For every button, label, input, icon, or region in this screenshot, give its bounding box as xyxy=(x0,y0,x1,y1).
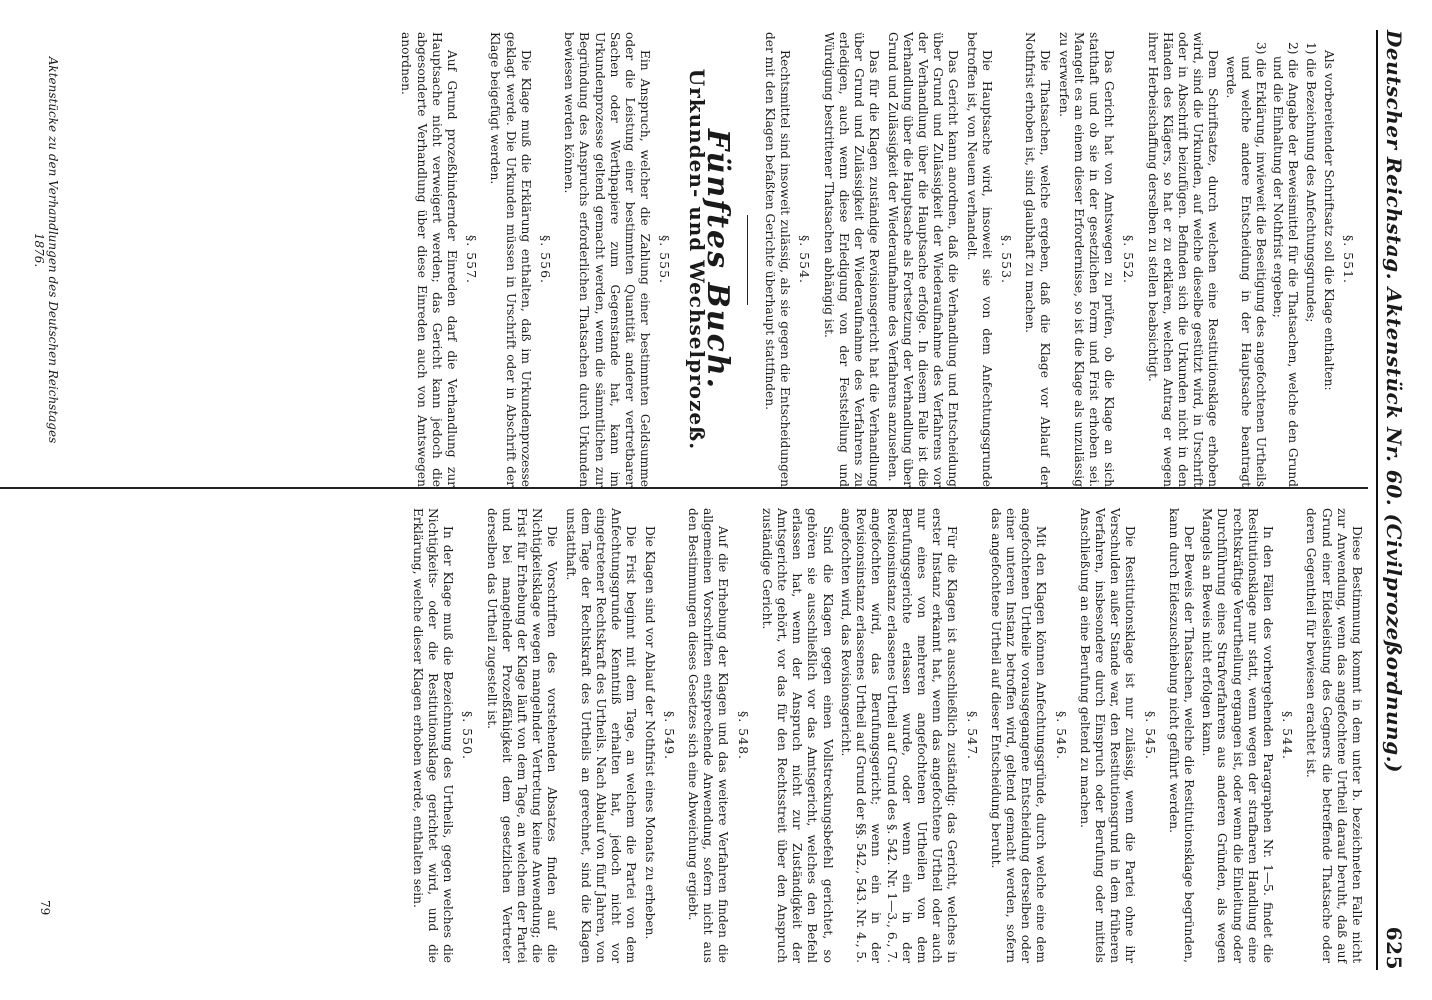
section-heading: §. 555. xyxy=(657,234,673,285)
section-rule xyxy=(747,215,748,305)
section-heading: §. 551. xyxy=(1341,234,1356,285)
book-subtitle: Urkunden- und Wechselprozeß. xyxy=(684,68,709,451)
section-heading: §. 550. xyxy=(460,710,476,761)
column-right xyxy=(407,508,1364,963)
paragraph: Mit den Klagen können Anfechtungsgründe, durch welche eine dem angefochtenen Urtheile vorausgegangene Entscheidung derselben oder einer unteren Instanz betroffen wird, geltend gemacht werden, sofern das angefochtene Urtheil auf dieser Entscheidung beruht. xyxy=(988,508,1049,963)
paragraph: Die Klage muß die Erklärung enthalten, daß im Urkundenprozesse geklagt werde. Die Urkunden müssen in Urschrift oder in Abschrift der Klage beigefügt werden. xyxy=(488,32,533,487)
paragraph: Diese Bestimmung kommt in dem unter b. bezeichneten Falle nicht zur Anwendung, wenn das angefochtene Urtheil darauf beruht, daß auf Grund einer Eidesleistung des Gegners die betreffende Thatsache oder deren Gegentheil für bewiesen erachtet ist. xyxy=(1304,508,1364,963)
paragraph: Die Klagen sind vor Ablauf der Nothfrist eines Monats zu erheben. xyxy=(642,526,657,940)
list-item: 3) die Erklärung, inwieweit die Beseitigung des angefochtenen Urtheils und welche andere Entscheidung in der Hauptsache beantragt werde. xyxy=(1223,42,1268,487)
paragraph: In der Klage muß die Bezeichnung des Urtheils, gegen welches die Nichtigkeits- oder die Restitutionsklage gerichtet wird, und die Erklärung, welche dieser Klagen erhoben werde, enthalten sein. xyxy=(410,508,456,963)
book-title: Fünftes Buch. xyxy=(699,128,735,391)
list-item: 1) die Bezeichnung des Anfechtungsgrundes; xyxy=(1303,42,1318,323)
list-item: 2) die Angabe der Beweismittel für die Thatsachen, welche den Grund und die Einhaltung der Nothfrist ergeben; xyxy=(1271,42,1301,487)
paragraph: Rechtsmittel sind insoweit zulässig, als sie gegen die Entscheidungen der mit den Klagen befaßten Gerichte überhaupt stattfinden. xyxy=(763,32,793,487)
paragraph: Sind die Klagen gegen einen Vollstreckungsbefehl gerichtet, so gehören sie ausschließlich vor das Amtsgericht, welches den Befehl erlassen hat, wenn der Anspruch nicht zur Zuständigkeit der Amtsgerichte gehört, vor das für den Rechtsstreit über den Anspruch zuständige Gericht. xyxy=(759,508,835,963)
section-heading: §. 548. xyxy=(735,710,751,761)
section-heading: §. 553. xyxy=(998,234,1014,285)
paragraph: Ein Anspruch, welcher die Zahlung einer bestimmten Geldsumme oder die Leistung einer bestimmten Quantität anderer vertretbarer Sachen oder Werthpapiere zum Gegenstande hat, kann im Urkundenprozesse geltend gemacht werden, wenn die sämmtlichen zur Begründung des Anspruchs erforderlichen Thatsachen durch Urkunden bewiesen werden können. xyxy=(562,32,653,487)
page-header xyxy=(1376,30,1416,970)
paragraph: Die Frist beginnt mit dem Tage, an welchem die Partei von dem Anfechtungsgrunde Kenntniß erhalten hat, jedoch nicht vor eingetretener Rechtskraft des Urtheils. Nach Ablauf von fünf Jahren, von dem Tage der Rechtskraft des Urtheils an gerechnet, sind die Klagen unstatthaft. xyxy=(563,508,639,963)
running-title: Deutscher Reichstag. Aktenstück Nr. 60. (Civilprozeßordnung.) xyxy=(1382,30,1406,773)
section-heading: §. 552. xyxy=(1121,234,1137,285)
section-heading: §. 546. xyxy=(1053,710,1069,761)
paragraph: Die Thatsachen, welche ergeben, daß die Klage vor Ablauf der Nothfrist erhoben ist, sind glaubhaft zu machen. xyxy=(1023,32,1053,487)
paragraph: Die Hauptsache wird, insoweit sie von dem Anfechtungsgrunde betroffen ist, von Neuem verhandelt. xyxy=(964,32,994,487)
section-heading: §. 557. xyxy=(464,234,480,285)
column-left xyxy=(395,32,1364,487)
paragraph: Dem Schriftsatze, durch welchen eine Restitutionsklage erhoben wird, sind die Urkunden, auf welche dieselbe gestützt wird, in Urschrift oder in Abschrift beizufügen. Befinden sich die Urkunden nicht in den Händen des Klägers, so hat er zu erklären, welchen Antrag er wegen ihrer Herbeischaffung derselben zu stellen beabsichtigt. xyxy=(1145,32,1221,487)
column-divider xyxy=(0,487,1368,489)
footer-note: Aktenstücke zu den Verhandlungen des Deutschen Reichstages 1876. xyxy=(32,56,60,444)
paragraph: Auf die Erhebung der Klagen und das weitere Verfahren finden die allgemeinen Vorschriften entsprechende Anwendung, sofern nicht aus den Bestimmungen dieses Gesetzes sich eine Abweichung ergiebt. xyxy=(686,508,731,963)
section-heading: §. 545. xyxy=(1142,710,1158,761)
paragraph: Der Beweis der Thatsachen, welche die Restitutionsklage begründen, kann durch Eideszuschiebung nicht geführt werden. xyxy=(1166,508,1196,963)
paragraph: Die Restitutionsklage ist nur zulässig, wenn die Partei ohne ihr Verschulden außer Stande war, den Restitutionsgrund in dem früheren Verfahren, insbesondere durch Einspruch oder Berufung oder mittels Anschließung an eine Berufung geltend zu machen. xyxy=(1077,508,1138,963)
section-heading: §. 554. xyxy=(797,234,813,285)
paragraph: Das für die Klagen zuständige Revisionsgericht hat die Verhandlung über Grund und Zulässigkeit der Wiederaufnahme des Verfahrens zu erledigen, auch wenn diese Erledigung von der Feststellung und Würdigung bestrittener Thatsachen abhängig ist. xyxy=(821,32,882,487)
section-heading: §. 544. xyxy=(1280,710,1296,761)
footer-page-mark: 79 xyxy=(38,900,52,916)
section-heading: §. 549. xyxy=(661,710,677,761)
paragraph: Die Vorschriften des vorstehenden Absatzes finden auf die Nichtigkeitsklage wegen mangelnder Vertretung keine Anwendung; die Frist für Erhebung der Klage läuft von dem Tage, an welchem der Partei und bei mangelnder Prozeßfähigkeit dem gesetzlichen Vertreter derselben das Urtheil zugestellt ist. xyxy=(484,508,560,963)
page-number: 625 xyxy=(1382,926,1406,970)
paragraph: Auf Grund prozeßhindernder Einreden darf die Verhandlung zur Hauptsache nicht verweigert werden; das Gericht kann jedoch die abgesonderte Verhandlung über diese Einreden auch von Amtswegen anordnen. xyxy=(399,32,460,487)
paragraph: Das Gericht hat von Amtswegen zu prüfen, ob die Klage an sich statthaft und ob sie in der gesetzlichen Form und Frist erhoben sei. Mangelt es an einem dieser Erfordernisse, so ist die Klage als unzulässig zu verwerfen. xyxy=(1056,32,1117,487)
section-heading: §. 547. xyxy=(964,710,980,761)
paragraph: Das Gericht kann anordnen, daß die Verhandlung und Entscheidung über Grund und Zulässigkeit der Wiederaufnahme des Verfahrens vor der Verhandlung über die Hauptsache erfolge. In diesem Falle ist die Verhandlung über die Hauptsache als Fortsetzung der Verhandlung über Grund und Zulässigkeit der Wiederaufnahme des Verfahrens anzusehen. xyxy=(885,32,961,487)
paragraph: In den Fällen des vorhergehenden Paragraphen Nr. 1—5. findet die Restitutionsklage nur statt, wenn wegen der strafbaren Handlung eine rechtskräftige Verurtheilung ergangen ist, oder wenn die Einleitung oder Durchführung eines Strafverfahrens aus anderen Gründen, als wegen Mangels an Beweis nicht erfolgen kann. xyxy=(1200,508,1275,963)
section-heading: §. 556. xyxy=(538,234,554,285)
paragraph: Für die Klagen ist ausschließlich zuständig: das Gericht, welches in erster Instanz erkannt hat, wenn das angefochtene Urtheil oder auch nur eines von mehreren angefochtenen Urtheilen von dem Berufungsgerichte erlassen wurde, oder wenn ein in der Revisionsinstanz erlassenes Urtheil auf Grund des §. 542. Nr. 1—3., 6., 7. angefochten wird, das Berufungsgericht; wenn ein in der Revisionsinstanz erlassenes Urtheil auf Grund der §§. 542., 543. Nr. 4., 5. angefochten wird, das Revisionsgericht. xyxy=(838,508,960,963)
paragraph: Als vorbereitender Schriftsatz soll die Klage enthalten: xyxy=(1321,50,1336,391)
